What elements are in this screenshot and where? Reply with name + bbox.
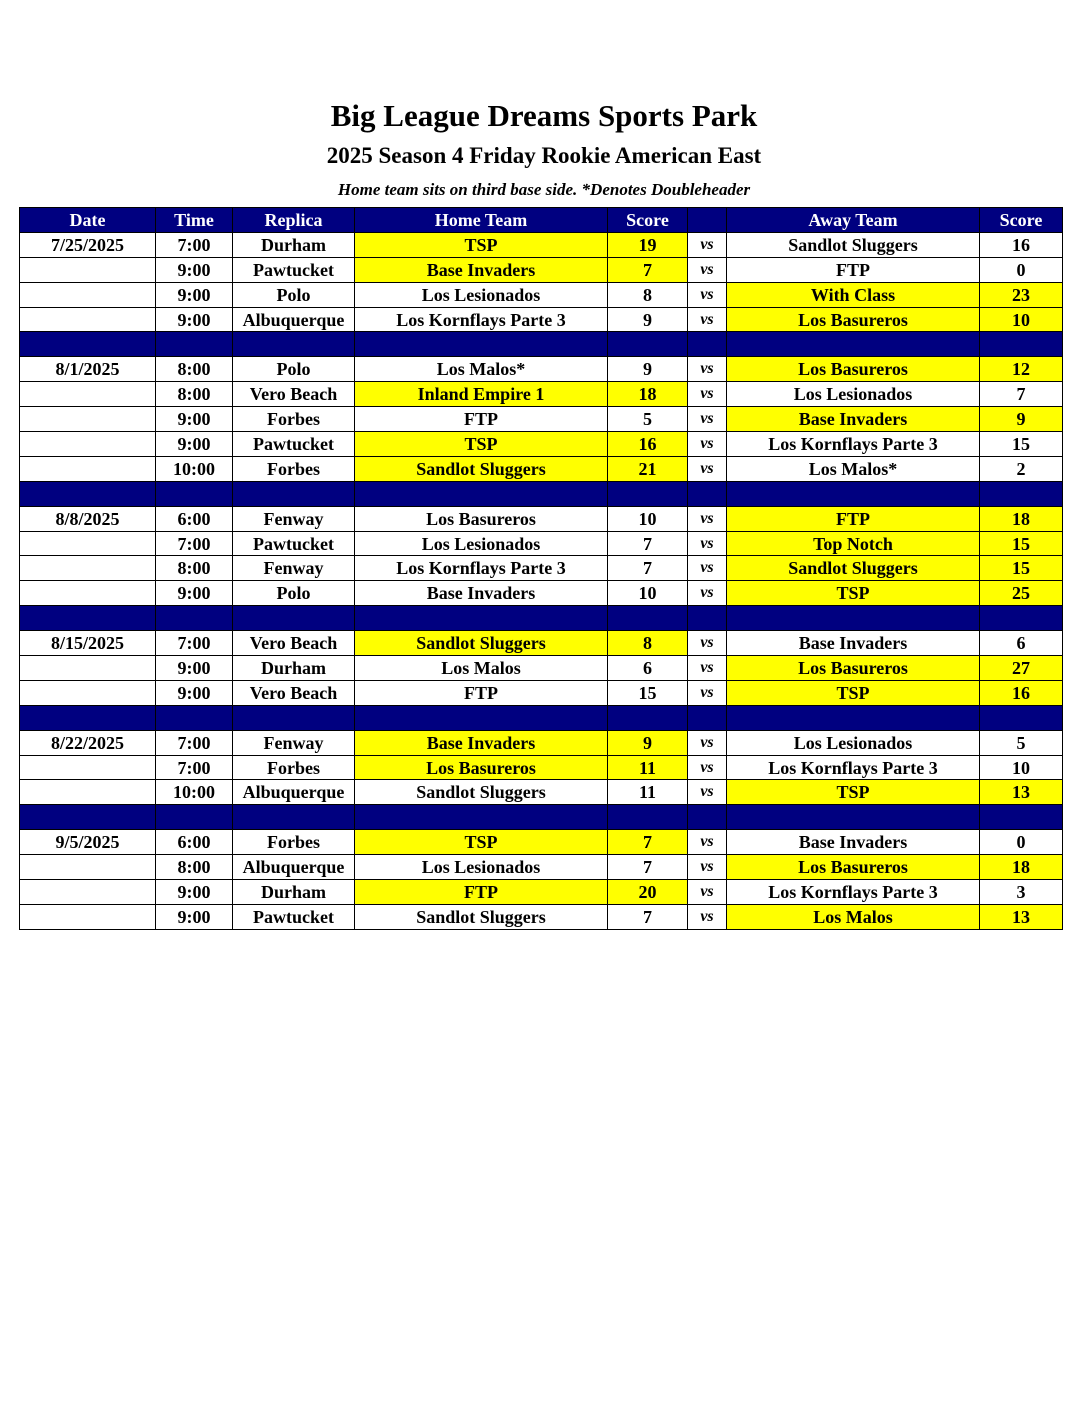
date-cell — [20, 880, 156, 905]
home-score-cell: 21 — [608, 456, 688, 481]
separator-cell — [980, 332, 1063, 357]
date-cell — [20, 282, 156, 307]
away-score-cell: 13 — [980, 780, 1063, 805]
away-team-cell: TSP — [727, 581, 980, 606]
home-score-cell: 6 — [608, 656, 688, 681]
week-separator-row — [20, 606, 1063, 631]
separator-cell — [355, 606, 608, 631]
time-cell: 8:00 — [156, 556, 233, 581]
separator-cell — [608, 332, 688, 357]
replica-cell: Durham — [233, 880, 355, 905]
home-score-cell: 10 — [608, 506, 688, 531]
home-score-cell: 9 — [608, 730, 688, 755]
separator-cell — [20, 332, 156, 357]
separator-cell — [608, 805, 688, 830]
home-team-cell: Sandlot Sluggers — [355, 631, 608, 656]
replica-cell: Forbes — [233, 830, 355, 855]
home-score-cell: 10 — [608, 581, 688, 606]
replica-cell: Polo — [233, 357, 355, 382]
replica-cell: Fenway — [233, 556, 355, 581]
home-score-cell: 9 — [608, 307, 688, 332]
home-team-cell: FTP — [355, 407, 608, 432]
vs-cell: vs — [688, 357, 727, 382]
date-cell — [20, 456, 156, 481]
col-header-date: Date — [20, 208, 156, 233]
away-score-cell: 23 — [980, 282, 1063, 307]
separator-cell — [233, 332, 355, 357]
away-score-cell: 10 — [980, 307, 1063, 332]
table-row — [20, 631, 1063, 656]
separator-cell — [20, 805, 156, 830]
time-cell: 9:00 — [156, 656, 233, 681]
away-score-cell: 10 — [980, 755, 1063, 780]
home-team-cell: TSP — [355, 830, 608, 855]
vs-cell: vs — [688, 730, 727, 755]
vs-cell: vs — [688, 880, 727, 905]
away-score-cell: 3 — [980, 880, 1063, 905]
date-cell — [20, 656, 156, 681]
table-row — [20, 755, 1063, 780]
date-cell — [20, 382, 156, 407]
date-cell — [20, 556, 156, 581]
home-team-cell: FTP — [355, 680, 608, 705]
table-row — [20, 830, 1063, 855]
time-cell: 9:00 — [156, 407, 233, 432]
date-cell: 9/5/2025 — [20, 830, 156, 855]
week-separator-row — [20, 705, 1063, 730]
table-row — [20, 432, 1063, 457]
time-cell: 7:00 — [156, 531, 233, 556]
home-team-cell: Sandlot Sluggers — [355, 904, 608, 929]
vs-cell: vs — [688, 780, 727, 805]
home-team-cell: TSP — [355, 432, 608, 457]
table-row — [20, 656, 1063, 681]
date-cell: 7/25/2025 — [20, 232, 156, 257]
replica-cell: Pawtucket — [233, 531, 355, 556]
separator-cell — [980, 606, 1063, 631]
table-row — [20, 257, 1063, 282]
week-separator-row — [20, 332, 1063, 357]
vs-cell: vs — [688, 307, 727, 332]
date-cell — [20, 257, 156, 282]
home-team-cell: Los Basureros — [355, 506, 608, 531]
replica-cell: Forbes — [233, 407, 355, 432]
away-score-cell: 13 — [980, 904, 1063, 929]
time-cell: 9:00 — [156, 282, 233, 307]
home-team-cell: Los Malos — [355, 656, 608, 681]
away-score-cell: 0 — [980, 830, 1063, 855]
separator-cell — [727, 805, 980, 830]
date-cell — [20, 780, 156, 805]
vs-cell: vs — [688, 407, 727, 432]
away-score-cell: 0 — [980, 257, 1063, 282]
vs-cell: vs — [688, 631, 727, 656]
replica-cell: Fenway — [233, 506, 355, 531]
vs-cell: vs — [688, 830, 727, 855]
away-team-cell: Sandlot Sluggers — [727, 232, 980, 257]
date-cell — [20, 531, 156, 556]
home-score-cell: 8 — [608, 631, 688, 656]
away-score-cell: 16 — [980, 680, 1063, 705]
home-team-cell: Sandlot Sluggers — [355, 780, 608, 805]
replica-cell: Pawtucket — [233, 904, 355, 929]
separator-cell — [156, 481, 233, 506]
schedule-body — [20, 232, 1063, 929]
away-team-cell: Los Lesionados — [727, 382, 980, 407]
col-header-home-score: Score — [608, 208, 688, 233]
separator-cell — [156, 805, 233, 830]
home-team-cell: Los Lesionados — [355, 531, 608, 556]
separator-cell — [233, 606, 355, 631]
replica-cell: Polo — [233, 581, 355, 606]
table-row — [20, 531, 1063, 556]
separator-cell — [608, 705, 688, 730]
replica-cell: Pawtucket — [233, 432, 355, 457]
home-team-cell: FTP — [355, 880, 608, 905]
separator-cell — [688, 606, 727, 631]
vs-cell: vs — [688, 506, 727, 531]
table-row — [20, 556, 1063, 581]
time-cell: 9:00 — [156, 880, 233, 905]
separator-cell — [688, 805, 727, 830]
away-team-cell: TSP — [727, 680, 980, 705]
separator-cell — [355, 805, 608, 830]
date-cell — [20, 307, 156, 332]
separator-cell — [980, 705, 1063, 730]
home-score-cell: 7 — [608, 556, 688, 581]
away-team-cell: Los Basureros — [727, 357, 980, 382]
vs-cell: vs — [688, 531, 727, 556]
replica-cell: Vero Beach — [233, 382, 355, 407]
away-team-cell: Los Kornflays Parte 3 — [727, 880, 980, 905]
time-cell: 8:00 — [156, 357, 233, 382]
separator-cell — [727, 481, 980, 506]
separator-cell — [156, 705, 233, 730]
vs-cell: vs — [688, 556, 727, 581]
home-score-cell: 7 — [608, 904, 688, 929]
home-score-cell: 20 — [608, 880, 688, 905]
replica-cell: Forbes — [233, 456, 355, 481]
week-separator-row — [20, 805, 1063, 830]
time-cell: 9:00 — [156, 581, 233, 606]
home-score-cell: 8 — [608, 282, 688, 307]
table-row — [20, 307, 1063, 332]
away-score-cell: 6 — [980, 631, 1063, 656]
date-cell — [20, 407, 156, 432]
away-team-cell: TSP — [727, 780, 980, 805]
home-team-cell: Los Lesionados — [355, 282, 608, 307]
separator-cell — [688, 332, 727, 357]
away-team-cell: FTP — [727, 506, 980, 531]
separator-cell — [727, 332, 980, 357]
separator-cell — [727, 606, 980, 631]
table-row — [20, 581, 1063, 606]
replica-cell: Albuquerque — [233, 307, 355, 332]
separator-cell — [233, 805, 355, 830]
separator-cell — [355, 705, 608, 730]
away-team-cell: Sandlot Sluggers — [727, 556, 980, 581]
table-row — [20, 407, 1063, 432]
separator-cell — [233, 705, 355, 730]
away-team-cell: With Class — [727, 282, 980, 307]
table-row — [20, 904, 1063, 929]
table-row — [20, 506, 1063, 531]
home-team-cell: Inland Empire 1 — [355, 382, 608, 407]
away-team-cell: Los Basureros — [727, 307, 980, 332]
time-cell: 7:00 — [156, 631, 233, 656]
separator-cell — [688, 705, 727, 730]
away-score-cell: 2 — [980, 456, 1063, 481]
separator-cell — [980, 805, 1063, 830]
date-cell — [20, 855, 156, 880]
home-team-cell: Los Lesionados — [355, 855, 608, 880]
separator-cell — [20, 481, 156, 506]
away-team-cell: Los Malos — [727, 904, 980, 929]
page-title: Big League Dreams Sports Park — [330, 98, 758, 133]
separator-cell — [608, 481, 688, 506]
home-team-cell: TSP — [355, 232, 608, 257]
col-header-away-team: Away Team — [727, 208, 980, 233]
table-row — [20, 282, 1063, 307]
col-header-replica: Replica — [233, 208, 355, 233]
away-team-cell: Los Kornflays Parte 3 — [727, 755, 980, 780]
away-score-cell: 5 — [980, 730, 1063, 755]
date-cell: 8/8/2025 — [20, 506, 156, 531]
replica-cell: Vero Beach — [233, 631, 355, 656]
away-team-cell: Los Basureros — [727, 855, 980, 880]
home-team-cell: Base Invaders — [355, 730, 608, 755]
separator-cell — [156, 606, 233, 631]
time-cell: 10:00 — [156, 780, 233, 805]
away-score-cell: 18 — [980, 506, 1063, 531]
home-team-cell: Los Kornflays Parte 3 — [355, 307, 608, 332]
away-team-cell: Top Notch — [727, 531, 980, 556]
replica-cell: Pawtucket — [233, 257, 355, 282]
away-team-cell: Base Invaders — [727, 407, 980, 432]
schedule-note: Home team sits on third base side. *Denotes Doubleheader — [337, 180, 751, 199]
home-score-cell: 7 — [608, 830, 688, 855]
vs-cell: vs — [688, 755, 727, 780]
away-score-cell: 27 — [980, 656, 1063, 681]
time-cell: 7:00 — [156, 232, 233, 257]
date-cell: 8/1/2025 — [20, 357, 156, 382]
separator-cell — [233, 481, 355, 506]
separator-cell — [608, 606, 688, 631]
date-cell: 8/22/2025 — [20, 730, 156, 755]
away-team-cell: Los Kornflays Parte 3 — [727, 432, 980, 457]
separator-cell — [727, 705, 980, 730]
home-score-cell: 7 — [608, 855, 688, 880]
away-score-cell: 18 — [980, 855, 1063, 880]
replica-cell: Durham — [233, 656, 355, 681]
vs-cell: vs — [688, 432, 727, 457]
date-cell — [20, 755, 156, 780]
time-cell: 9:00 — [156, 904, 233, 929]
vs-cell: vs — [688, 257, 727, 282]
time-cell: 9:00 — [156, 432, 233, 457]
home-team-cell: Sandlot Sluggers — [355, 456, 608, 481]
home-team-cell: Base Invaders — [355, 257, 608, 282]
page-subtitle: 2025 Season 4 Friday Rookie American East — [326, 143, 762, 168]
replica-cell: Albuquerque — [233, 780, 355, 805]
home-score-cell: 5 — [608, 407, 688, 432]
vs-cell: vs — [688, 855, 727, 880]
vs-cell: vs — [688, 282, 727, 307]
separator-cell — [20, 606, 156, 631]
week-separator-row — [20, 481, 1063, 506]
home-team-cell: Base Invaders — [355, 581, 608, 606]
date-cell: 8/15/2025 — [20, 631, 156, 656]
away-score-cell: 15 — [980, 432, 1063, 457]
table-row — [20, 730, 1063, 755]
home-team-cell: Los Kornflays Parte 3 — [355, 556, 608, 581]
table-row — [20, 382, 1063, 407]
home-score-cell: 9 — [608, 357, 688, 382]
separator-cell — [355, 481, 608, 506]
separator-cell — [355, 332, 608, 357]
col-header-away-score: Score — [980, 208, 1063, 233]
date-cell — [20, 680, 156, 705]
table-row — [20, 855, 1063, 880]
separator-cell — [156, 332, 233, 357]
vs-cell: vs — [688, 232, 727, 257]
away-score-cell: 16 — [980, 232, 1063, 257]
home-score-cell: 16 — [608, 432, 688, 457]
away-score-cell: 7 — [980, 382, 1063, 407]
table-row — [20, 780, 1063, 805]
vs-cell: vs — [688, 581, 727, 606]
col-header-home-team: Home Team — [355, 208, 608, 233]
home-score-cell: 18 — [608, 382, 688, 407]
date-cell — [20, 581, 156, 606]
away-team-cell: Los Malos* — [727, 456, 980, 481]
away-score-cell: 15 — [980, 531, 1063, 556]
away-score-cell: 12 — [980, 357, 1063, 382]
home-score-cell: 11 — [608, 755, 688, 780]
home-score-cell: 15 — [608, 680, 688, 705]
time-cell: 6:00 — [156, 506, 233, 531]
replica-cell: Fenway — [233, 730, 355, 755]
table-row — [20, 456, 1063, 481]
home-team-cell: Los Malos* — [355, 357, 608, 382]
vs-cell: vs — [688, 680, 727, 705]
vs-cell: vs — [688, 904, 727, 929]
replica-cell: Durham — [233, 232, 355, 257]
away-score-cell: 15 — [980, 556, 1063, 581]
away-team-cell: Base Invaders — [727, 830, 980, 855]
replica-cell: Forbes — [233, 755, 355, 780]
col-header-time: Time — [156, 208, 233, 233]
separator-cell — [688, 481, 727, 506]
time-cell: 8:00 — [156, 855, 233, 880]
away-score-cell: 25 — [980, 581, 1063, 606]
table-row — [20, 680, 1063, 705]
home-team-cell: Los Basureros — [355, 755, 608, 780]
col-header-vs — [688, 208, 727, 233]
home-score-cell: 19 — [608, 232, 688, 257]
date-cell — [20, 432, 156, 457]
time-cell: 9:00 — [156, 257, 233, 282]
home-score-cell: 7 — [608, 257, 688, 282]
time-cell: 9:00 — [156, 680, 233, 705]
time-cell: 10:00 — [156, 456, 233, 481]
time-cell: 9:00 — [156, 307, 233, 332]
replica-cell: Vero Beach — [233, 680, 355, 705]
time-cell: 8:00 — [156, 382, 233, 407]
away-team-cell: Base Invaders — [727, 631, 980, 656]
vs-cell: vs — [688, 656, 727, 681]
date-cell — [20, 904, 156, 929]
separator-cell — [20, 705, 156, 730]
home-score-cell: 11 — [608, 780, 688, 805]
table-header-row — [20, 208, 1063, 233]
table-row — [20, 880, 1063, 905]
schedule-table — [19, 207, 1063, 930]
table-row — [20, 232, 1063, 257]
home-score-cell: 7 — [608, 531, 688, 556]
replica-cell: Polo — [233, 282, 355, 307]
time-cell: 6:00 — [156, 830, 233, 855]
away-score-cell: 9 — [980, 407, 1063, 432]
vs-cell: vs — [688, 382, 727, 407]
time-cell: 7:00 — [156, 730, 233, 755]
time-cell: 7:00 — [156, 755, 233, 780]
away-team-cell: Los Basureros — [727, 656, 980, 681]
away-team-cell: Los Lesionados — [727, 730, 980, 755]
replica-cell: Albuquerque — [233, 855, 355, 880]
table-row — [20, 357, 1063, 382]
away-team-cell: FTP — [727, 257, 980, 282]
separator-cell — [980, 481, 1063, 506]
vs-cell: vs — [688, 456, 727, 481]
